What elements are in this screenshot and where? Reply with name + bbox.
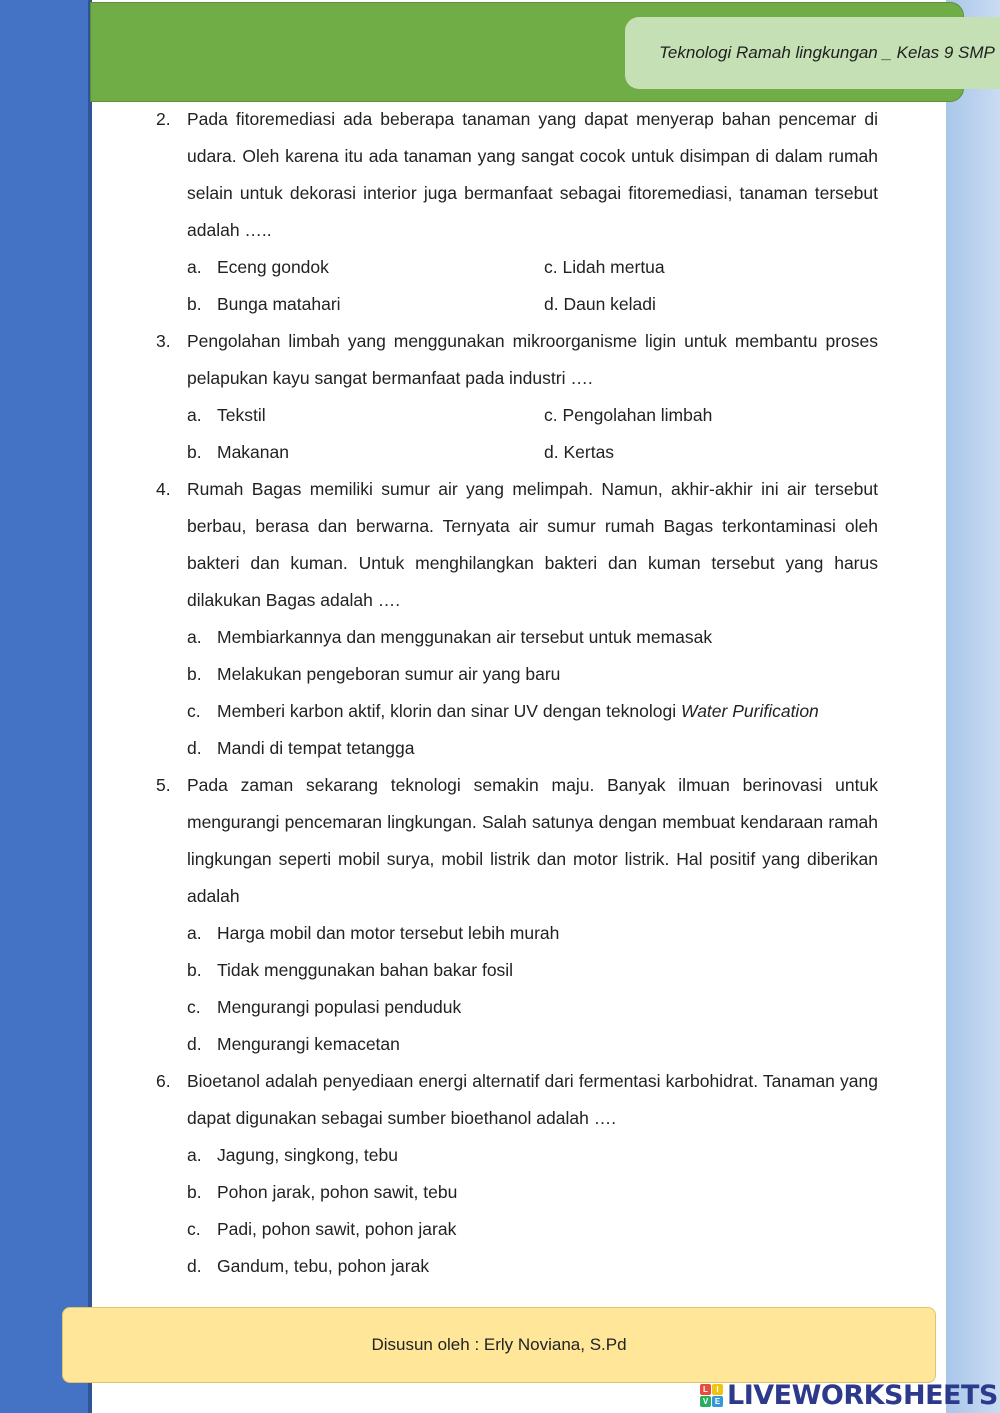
right-border-bar bbox=[946, 0, 1000, 1413]
footer-author: Disusun oleh : Erly Noviana, S.Pd bbox=[371, 1335, 627, 1354]
question-2 bbox=[156, 101, 878, 323]
option-text: Gandum, tebu, pohon jarak bbox=[217, 1256, 430, 1276]
option-text: Mengurangi populasi penduduk bbox=[217, 997, 462, 1017]
question-text: Pada fitoremediasi ada beberapa tanaman yang dapat menyerap bahan pencemar di udara. Oleh karena itu ada tanaman yang sangat cocok untuk disimpan di dalam rumah selain untuk dekorasi interior juga bermanfaat sebagai fitoremediasi, tanaman tersebut adalah ….. bbox=[187, 109, 878, 240]
option-text-italic: Water Purification bbox=[681, 701, 819, 721]
liveworksheets-mark-icon bbox=[700, 1384, 723, 1407]
option-b[interactable] bbox=[187, 434, 544, 471]
option-letter: b. bbox=[187, 960, 202, 980]
question-6 bbox=[156, 1063, 878, 1285]
mark-letter-i: I bbox=[712, 1384, 723, 1395]
option-letter: d. bbox=[544, 442, 559, 462]
question-number: 2. bbox=[156, 109, 171, 129]
option-letter: c. bbox=[187, 1219, 201, 1239]
option-a[interactable] bbox=[187, 249, 544, 286]
question-list bbox=[156, 101, 878, 1285]
question-5 bbox=[156, 767, 878, 1063]
question-text: Pengolahan limbah yang menggunakan mikroorganisme ligin untuk membantu proses pelapukan kayu sangat bermanfaat pada industri …. bbox=[187, 331, 878, 388]
question-text: Pada zaman sekarang teknologi semakin maju. Banyak ilmuan berinovasi untuk mengurangi pencemaran lingkungan. Salah satunya dengan membuat kendaraan ramah lingkungan seperti mobil surya, mobil listrik dan motor listrik. Hal positif yang diberikan adalah bbox=[187, 775, 878, 906]
option-letter: b. bbox=[187, 1182, 202, 1202]
option-c[interactable] bbox=[187, 1211, 878, 1248]
option-letter: d. bbox=[187, 1034, 202, 1054]
option-a[interactable] bbox=[187, 397, 544, 434]
option-letter: b. bbox=[187, 294, 202, 314]
option-text: Harga mobil dan motor tersebut lebih murah bbox=[217, 923, 560, 943]
option-text: Mengurangi kemacetan bbox=[217, 1034, 400, 1054]
option-letter: c. bbox=[187, 701, 201, 721]
option-d[interactable] bbox=[187, 730, 878, 767]
left-border-bar bbox=[0, 0, 88, 1413]
option-letter: a. bbox=[187, 1145, 202, 1165]
option-d[interactable] bbox=[187, 1026, 878, 1063]
option-letter: b. bbox=[187, 664, 202, 684]
option-d[interactable] bbox=[187, 1248, 878, 1285]
option-text: Lidah mertua bbox=[562, 257, 665, 277]
option-d[interactable] bbox=[544, 286, 878, 323]
option-letter: c. bbox=[544, 405, 558, 425]
option-letter: b. bbox=[187, 442, 202, 462]
option-letter: c. bbox=[187, 997, 201, 1017]
page-footer bbox=[62, 1307, 936, 1383]
question-number: 6. bbox=[156, 1071, 171, 1091]
question-text: Rumah Bagas memiliki sumur air yang melimpah. Namun, akhir-akhir ini air tersebut berbau, berasa dan berwarna. Ternyata air sumur rumah Bagas terkontaminasi oleh bakteri dan kuman. Untuk menghilangkan bakteri dan kuman tersebut yang harus dilakukan Bagas adalah …. bbox=[187, 479, 878, 610]
option-c[interactable] bbox=[187, 693, 878, 730]
liveworksheets-logo[interactable] bbox=[700, 1378, 998, 1412]
option-c[interactable] bbox=[544, 397, 878, 434]
option-b[interactable] bbox=[187, 1174, 878, 1211]
option-text: Jagung, singkong, tebu bbox=[217, 1145, 398, 1165]
question-4 bbox=[156, 471, 878, 767]
option-text: Tekstil bbox=[217, 405, 266, 425]
option-a[interactable] bbox=[187, 1137, 878, 1174]
option-letter: a. bbox=[187, 923, 202, 943]
question-number: 4. bbox=[156, 479, 171, 499]
option-b[interactable] bbox=[187, 656, 878, 693]
liveworksheets-wordmark: LIVEWORKSHEETS bbox=[727, 1379, 998, 1411]
option-b[interactable] bbox=[187, 952, 878, 989]
option-a[interactable] bbox=[187, 915, 878, 952]
option-a[interactable] bbox=[187, 619, 878, 656]
option-b[interactable] bbox=[187, 286, 544, 323]
header-title: Teknologi Ramah lingkungan _ Kelas 9 SMP bbox=[659, 43, 995, 62]
option-text: Kertas bbox=[563, 442, 615, 462]
option-text: Tidak menggunakan bahan bakar fosil bbox=[217, 960, 514, 980]
option-letter: a. bbox=[187, 405, 202, 425]
option-text: Daun keladi bbox=[563, 294, 656, 314]
mark-letter-v: V bbox=[700, 1396, 711, 1407]
page-header bbox=[90, 2, 995, 102]
mark-letter-e: E bbox=[712, 1396, 723, 1407]
question-number: 3. bbox=[156, 331, 171, 351]
option-c[interactable] bbox=[187, 989, 878, 1026]
question-3 bbox=[156, 323, 878, 471]
option-text: Padi, pohon sawit, pohon jarak bbox=[217, 1219, 457, 1239]
option-d[interactable] bbox=[544, 434, 878, 471]
left-border-edge bbox=[88, 0, 92, 1413]
option-text: Memberi karbon aktif, klorin dan sinar UV dengan teknologi bbox=[217, 701, 681, 721]
option-text: Mandi di tempat tetangga bbox=[217, 738, 415, 758]
option-text: Pohon jarak, pohon sawit, tebu bbox=[217, 1182, 458, 1202]
header-label-box bbox=[625, 17, 1000, 89]
option-c[interactable] bbox=[544, 249, 878, 286]
option-text: Bunga matahari bbox=[217, 294, 341, 314]
option-text: Makanan bbox=[217, 442, 289, 462]
option-text: Membiarkannya dan menggunakan air tersebut untuk memasak bbox=[217, 627, 713, 647]
option-letter: d. bbox=[544, 294, 559, 314]
option-letter: a. bbox=[187, 627, 202, 647]
question-text: Bioetanol adalah penyediaan energi alternatif dari fermentasi karbohidrat. Tanaman yang dapat digunakan sebagai sumber bioethanol adalah …. bbox=[187, 1071, 878, 1128]
option-letter: d. bbox=[187, 738, 202, 758]
option-letter: d. bbox=[187, 1256, 202, 1276]
mark-letter-l: L bbox=[700, 1384, 711, 1395]
question-number: 5. bbox=[156, 775, 171, 795]
option-text: Melakukan pengeboran sumur air yang baru bbox=[217, 664, 561, 684]
option-text: Pengolahan limbah bbox=[562, 405, 713, 425]
option-letter: a. bbox=[187, 257, 202, 277]
option-text: Eceng gondok bbox=[217, 257, 329, 277]
option-letter: c. bbox=[544, 257, 558, 277]
